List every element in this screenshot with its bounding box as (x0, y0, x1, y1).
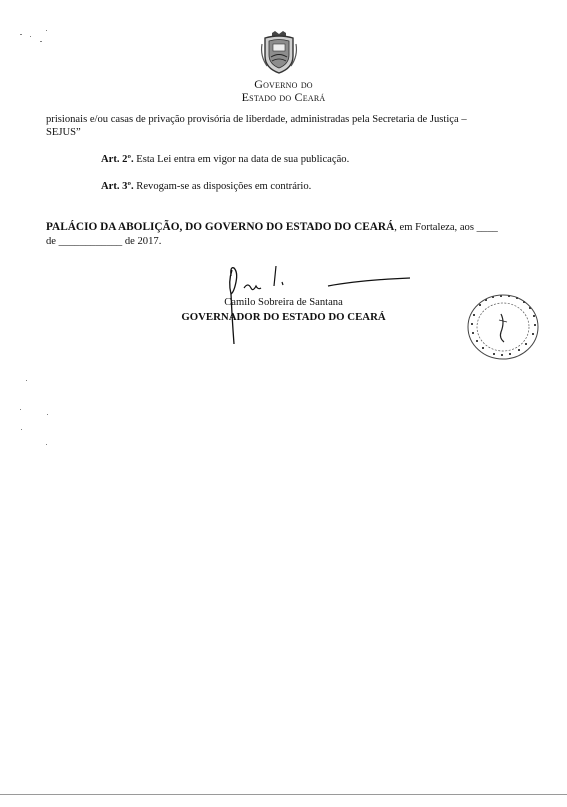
bottom-scan-edge (0, 794, 567, 795)
article-3-label: Art. 3º. (101, 181, 134, 192)
scan-speck (47, 414, 48, 415)
official-stamp (465, 292, 541, 362)
scan-speck (21, 429, 22, 430)
scan-speck (40, 41, 42, 42)
article-3 (101, 180, 311, 193)
closing-line-2: de ____________ de 2017. (46, 236, 162, 247)
header-government-line: Governo do (254, 77, 313, 91)
header-state-line: Estado do Ceará (241, 90, 326, 104)
scan-speck (46, 30, 47, 31)
scan-speck (30, 36, 31, 37)
signatory-name: Camilo Sobreira de Santana (224, 297, 343, 308)
closing-palace-name: PALÁCIO DA ABOLIÇÃO, DO GOVERNO DO ESTADO DO CEARÁ (46, 221, 395, 233)
article-2-text: Esta Lei entra em vigor na data de sua publicação. (133, 154, 350, 165)
scan-speck (20, 34, 22, 35)
scan-speck (46, 444, 47, 445)
closing-place-date: , em Fortaleza, aos ____ (394, 222, 498, 233)
closing-line-1 (46, 221, 498, 234)
scan-speck (26, 380, 27, 381)
body-continuation-line-1: prisionais e/ou casas de privação provisória de liberdade, administradas pela Secretaria de Justiça – (46, 114, 467, 125)
article-2-label: Art. 2º. (101, 154, 134, 165)
article-2 (101, 153, 349, 166)
signatory-title: GOVERNADOR DO ESTADO DO CEARÁ (181, 311, 386, 323)
body-continuation-line-2: SEJUS” (46, 127, 81, 138)
article-3-text: Revogam-se as disposições em contrário. (133, 181, 312, 192)
state-coat-of-arms-icon (259, 30, 299, 76)
scan-speck (20, 409, 21, 410)
